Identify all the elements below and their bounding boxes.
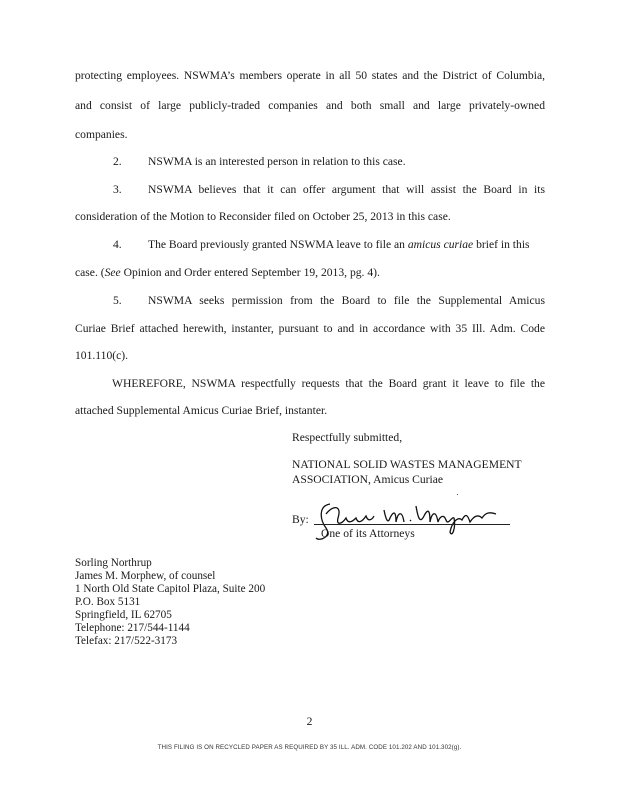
item-4-text-2b: See xyxy=(104,266,121,279)
item-2-text: NSWMA is an interested person in relation to this case. xyxy=(148,155,406,168)
item-3-number: 3. xyxy=(113,183,122,196)
closing: Respectfully submitted, xyxy=(292,431,403,444)
item-2-number: 2. xyxy=(113,155,122,168)
signer-role: One of its Attorneys xyxy=(321,527,415,540)
body-line-3: companies. xyxy=(75,128,128,141)
item-4-text-2 xyxy=(75,266,380,280)
by-label: By: xyxy=(292,513,309,526)
item-4-text-2c: Opinion and Order entered September 19, 2013, pg. 4). xyxy=(120,266,380,279)
telephone: Telephone: 217/544-1144 xyxy=(75,622,190,634)
item-4-text-1c: brief in this xyxy=(473,238,530,251)
attorney-name: James M. Morphew, of counsel xyxy=(75,570,216,582)
item-5-text-2: Curiae Brief attached herewith, instanter, pursuant to and in accordance with 35 Ill. Adm. Code xyxy=(75,322,545,335)
firm-name: Sorling Northrup xyxy=(75,557,152,569)
wherefore-line-1: WHEREFORE, NSWMA respectfully requests that the Board grant it leave to file the xyxy=(112,377,545,390)
item-3-text-2: consideration of the Motion to Reconsider filed on October 25, 2013 in this case. xyxy=(75,210,451,223)
item-4-text-1 xyxy=(148,238,530,252)
item-3-text-1: NSWMA believes that it can offer argument that will assist the Board in its xyxy=(148,183,545,196)
recycled-paper-footer: THIS FILING IS ON RECYCLED PAPER AS REQUIRED BY 35 ILL. ADM. CODE 101.202 AND 101.302(g). xyxy=(157,744,462,751)
address-line-3: Springfield, IL 62705 xyxy=(75,609,172,621)
item-5-text-3: 101.110(c). xyxy=(75,349,129,362)
item-4-text-1a: The Board previously granted NSWMA leave to file an xyxy=(148,238,408,251)
org-name-line-2: ASSOCIATION, Amicus Curiae xyxy=(292,473,444,486)
item-5-text-1: NSWMA seeks permission from the Board to file the Supplemental Amicus xyxy=(148,294,545,307)
body-line-1: protecting employees. NSWMA’s members operate in all 50 states and the District of Columbia, xyxy=(75,69,545,82)
wherefore-line-2: attached Supplemental Amicus Curiae Brief, instanter. xyxy=(75,404,328,417)
page-number: 2 xyxy=(306,715,313,728)
signature-line xyxy=(314,524,510,525)
org-name-line-1: NATIONAL SOLID WASTES MANAGEMENT xyxy=(292,458,522,471)
address-line-2: P.O. Box 5131 xyxy=(75,596,141,608)
item-4-number: 4. xyxy=(113,238,122,251)
address-line-1: 1 North Old State Capitol Plaza, Suite 200 xyxy=(75,583,266,595)
body-line-2: and consist of large publicly-traded companies and both small and large privately-owned xyxy=(75,99,545,112)
item-4-text-2a: case. ( xyxy=(75,266,105,279)
stray-mark xyxy=(457,494,458,495)
item-5-number: 5. xyxy=(113,294,122,307)
item-4-text-1b: amicus curiae xyxy=(407,238,474,251)
telefax: Telefax: 217/522-3173 xyxy=(75,635,178,647)
